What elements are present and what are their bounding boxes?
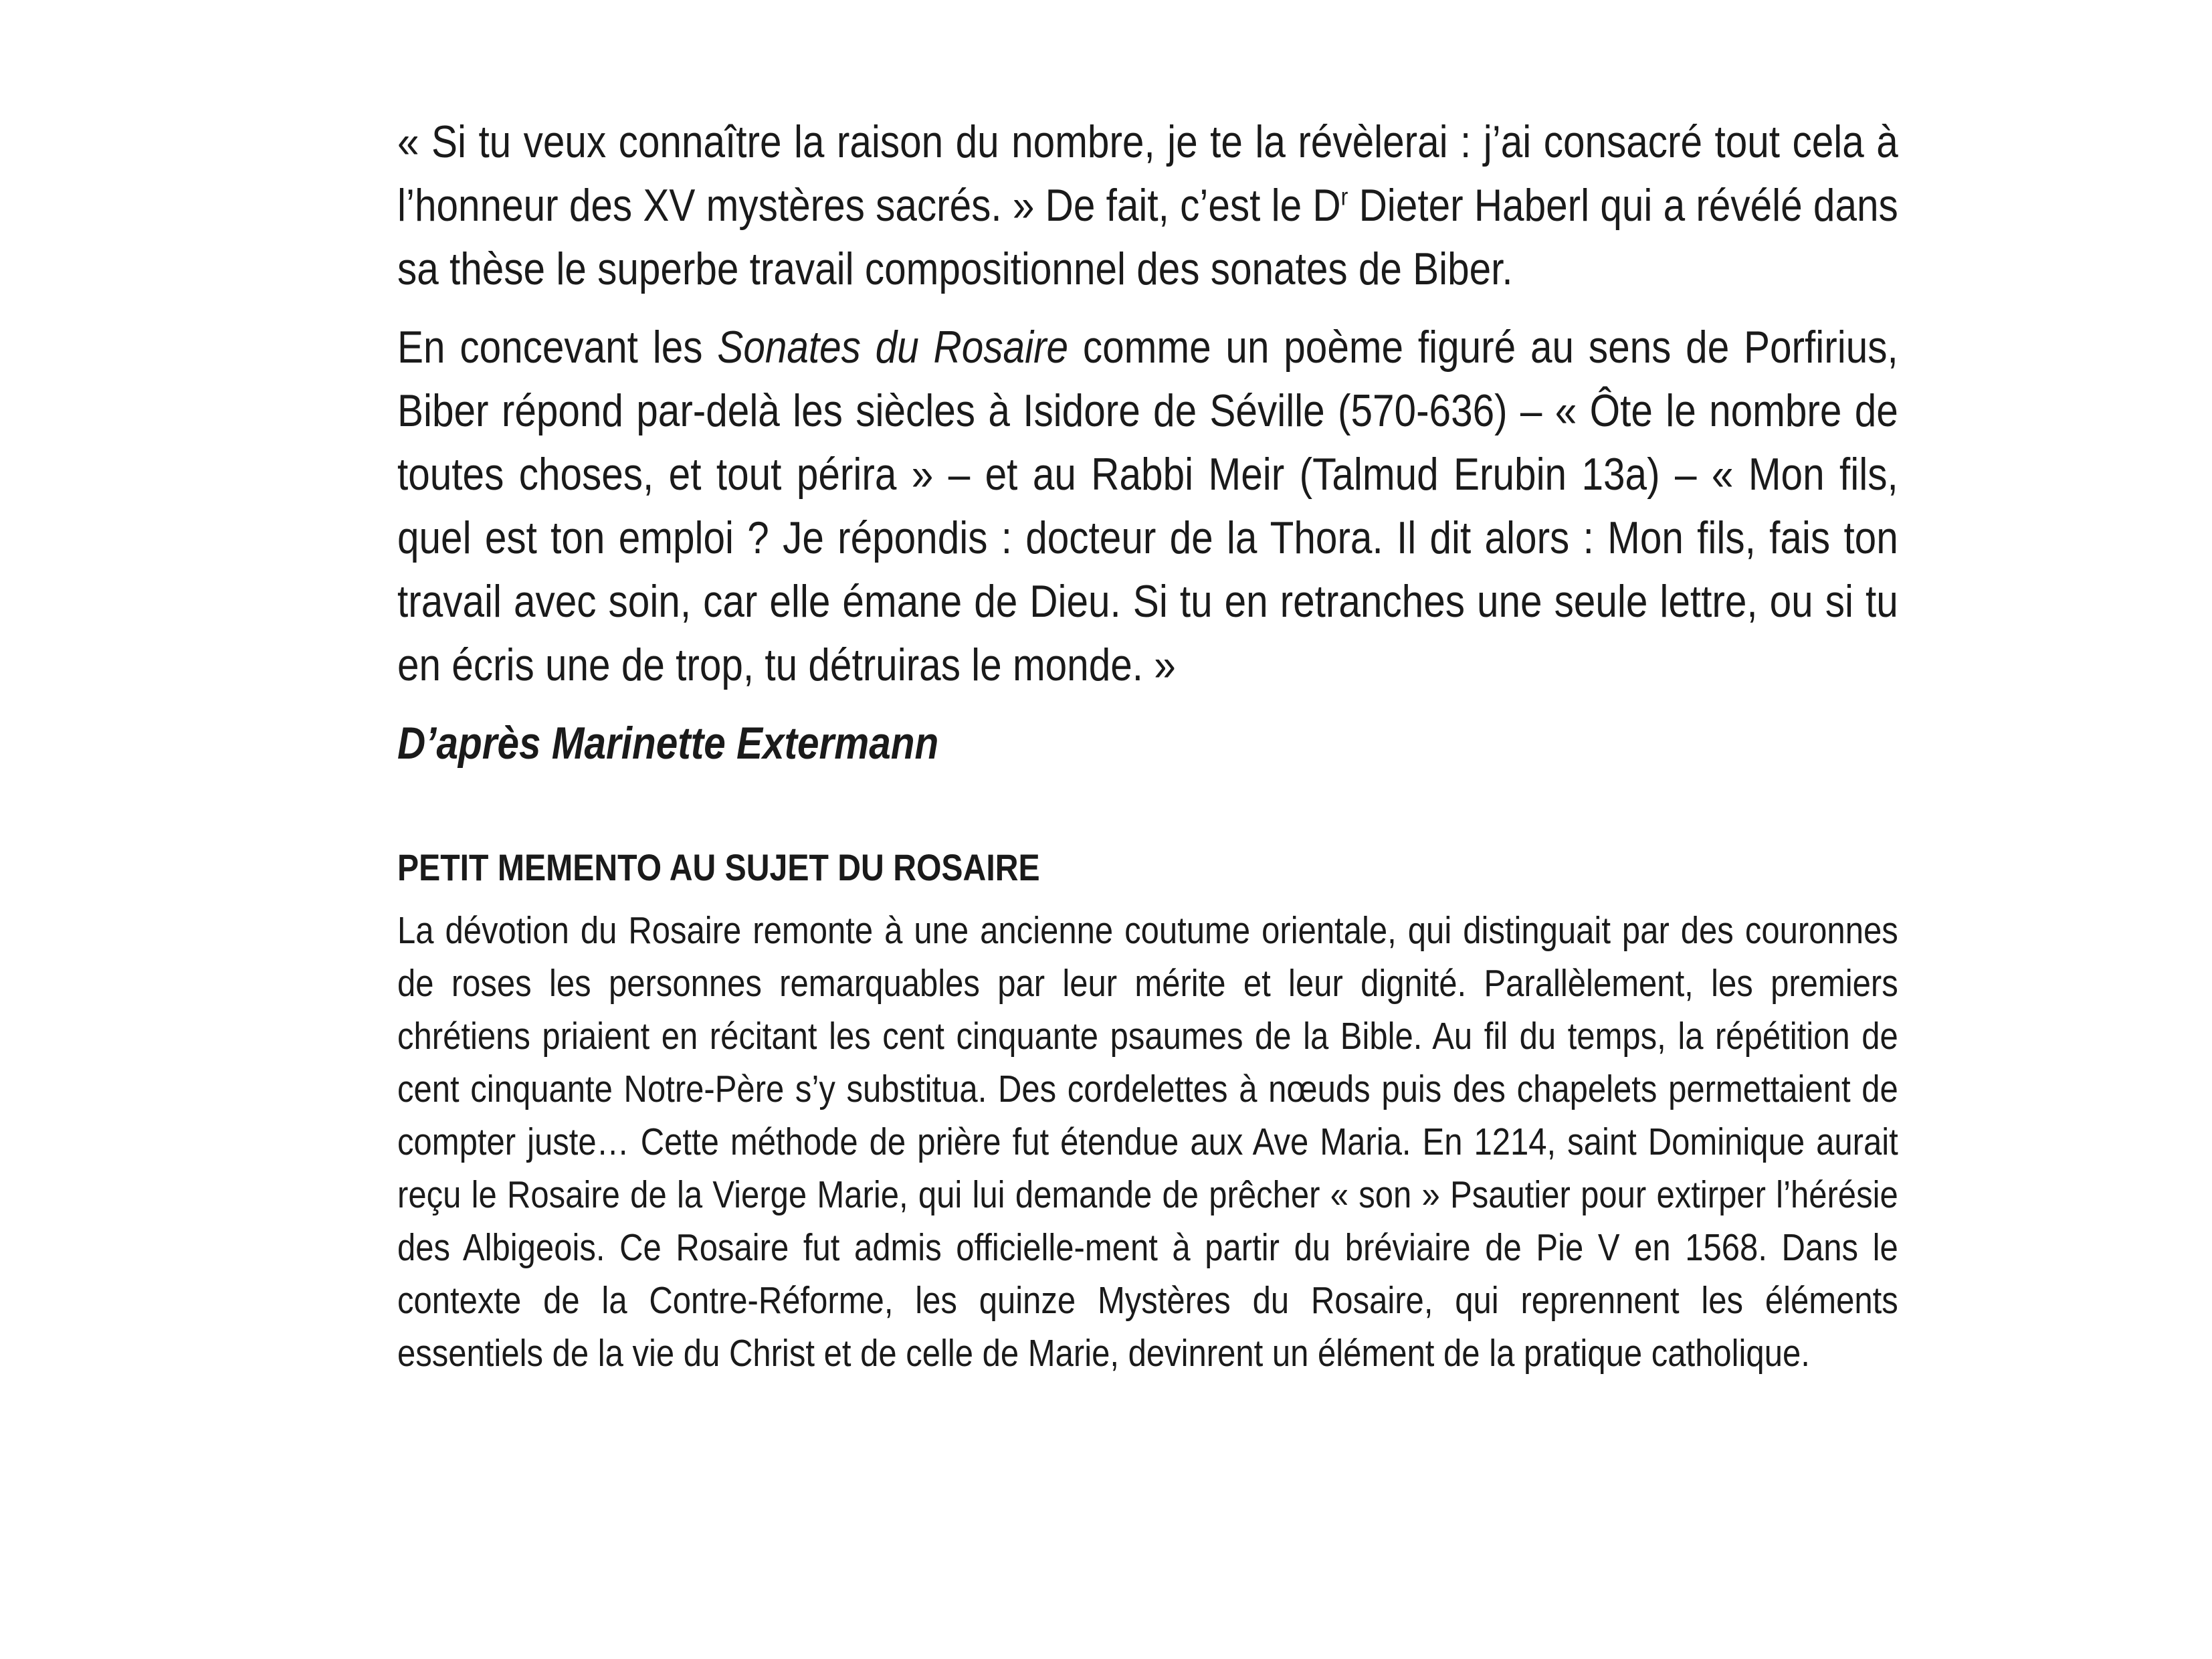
attribution: D’après Marinette Extermann xyxy=(397,718,939,769)
intro-p2-text-end: comme un poème figuré au sens de Porfirius, Biber répond par-delà les siècles à Isidore de Séville (570-636) – « Ôte le nombre de toutes choses, et tout périra » – et au Rabbi Meir (Talmud Erubin 13a) – « Mon fils, quel est ton emploi ? Je répondis : docteur de la Thora. Il dit alors : Mon fils, fais ton travail avec soin, car elle émane de Dieu. Si tu en retranches une seule lettre, ou si tu en écris une de trop, tu détruiras le monde. » xyxy=(397,322,1898,690)
intro-paragraph-2 xyxy=(397,316,1898,697)
memento-heading: PETIT MEMENTO AU SUJET DU ROSAIRE xyxy=(397,846,1040,888)
intro-p1-text-end: Dieter Haberl qui a révélé dans sa thèse le superbe travail compositionnel des sonates de Biber. xyxy=(397,180,1898,294)
intro-paragraph-1 xyxy=(397,110,1898,301)
intro-p2-text-start: En concevant les xyxy=(397,322,718,373)
memento-body: La dévotion du Rosaire remonte à une ancienne coutume orientale, qui distinguait par des couronnes de roses les personnes remarquables par leur mérite et leur dignité. Parallèlement, les premiers chrétiens priaient en récitant les cent cinquante psaumes de la Bible. Au fil du temps, la répétition de cent cinquante Notre-Père s’y substitua. Des cordelettes à nœuds puis des chapelets permettaient de compter juste… Cette méthode de prière fut étendue aux Ave Maria. En 1214, saint Dominique aurait reçu le Rosaire de la Vierge Marie, qui lui demande de prêcher « son » Psautier pour extirper l’hérésie des Albigeois. Ce Rosaire fut admis officielle-ment à partir du bréviaire de Pie V en 1568. Dans le contexte de la Contre-Réforme, les quinze Mystères du Rosaire, qui reprennent les éléments essentiels de la vie du Christ et de celle de Marie, devinrent un élément de la pratique catholique. xyxy=(397,909,1898,1375)
intro-text-block xyxy=(397,110,1898,775)
intro-p1-text-start: « Si tu veux connaître la raison du nombre, je te la révèlerai : j’ai consacré tout cela à l’honneur des XV mystères sacrés. » De fait, c’est le D xyxy=(397,116,1898,231)
intro-section xyxy=(397,110,2142,775)
memento-text-block xyxy=(397,844,1898,1380)
doctor-abbrev-superscript: r xyxy=(1340,182,1348,211)
work-title: Sonates du Rosaire xyxy=(717,322,1069,373)
memento-section xyxy=(397,844,2142,1380)
